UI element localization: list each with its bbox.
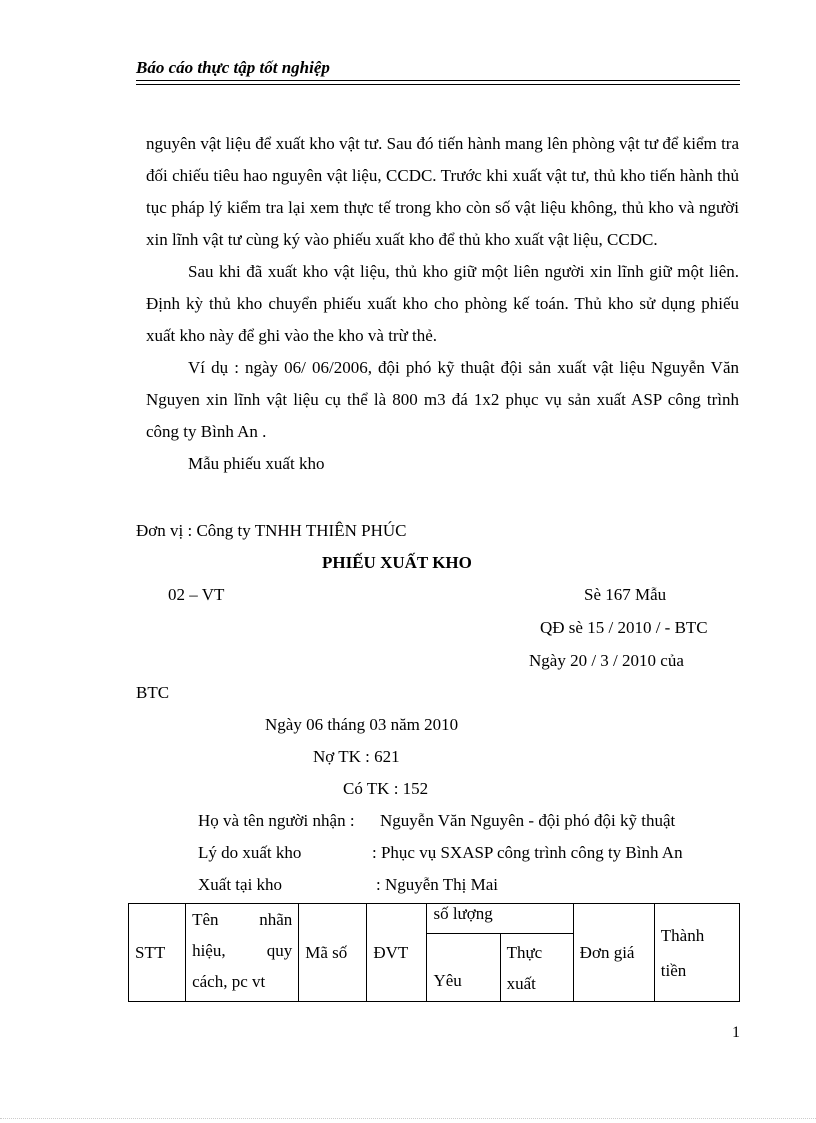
warehouse-value: : Nguyễn Thị Mai [376,875,498,894]
form-code: 02 – VT [168,585,225,604]
receiver-value: Nguyễn Văn Nguyên - đội phó đội kỹ thuật [380,811,676,830]
header-amount [654,904,739,1002]
header-qty-actual-1: Thực [506,942,543,962]
page-separator [0,1118,816,1119]
form-ref-4: BTC [136,683,170,702]
reason-label: Lý do xuất kho [198,843,302,862]
header-code: Mã số [299,904,367,1002]
header-amount-1: Thành [660,925,705,945]
unit-line: Đơn vị : Công ty TNHH THIÊN PHÚC [136,521,407,540]
debit-account: Nợ TK : 621 [313,747,400,766]
header-rule-thin [136,84,740,85]
paragraph-4: Mẫu phiếu xuất kho [188,454,325,473]
page-number: 1 [732,1024,740,1041]
header-name-1b: nhãn [259,910,293,929]
header-unit: ĐVT [367,904,427,1002]
header-amount-2: tiền [660,960,687,980]
paragraph-3: Ví dụ : ngày 06/ 06/2006, đội phó kỹ thuật đội sản xuất vật liệu Nguyễn Văn Nguyen xin lĩnh vật liệu cụ thể là 800 m3 đá 1x2 phục vụ sản xuất ASP công trình công ty Bình An . [146,358,739,441]
form-title: PHIẾU XUẤT KHO [322,553,472,572]
form-date: Ngày 06 tháng 03 năm 2010 [265,715,459,734]
receiver-label: Họ và tên người nhận : [198,811,355,830]
header-name [186,904,299,1002]
form-ref-1: Sè 167 Mẫu [584,585,667,604]
header-name-3: cách, pc vt [192,972,266,991]
form-ref-2: QĐ sè 15 / 2010 / - BTC [540,618,708,637]
form-ref-3: Ngày 20 / 3 / 2010 của [529,651,684,670]
header-name-1a: Tên [192,910,219,929]
header-quantity: số lượng [427,904,573,934]
header-stt: STT [129,904,186,1002]
credit-account: Có TK : 152 [343,779,429,798]
header-rule-thick [136,80,740,81]
issue-table [128,903,740,1002]
body-text [146,128,739,480]
paragraph-2: Sau khi đã xuất kho vật liệu, thủ kho giữ một liên người xin lĩnh giữ một liên. Định kỳ thủ kho chuyển phiếu xuất kho cho phòng kế toán. Thủ kho sử dụng phiếu xuất kho này để ghi vào the kho và trừ thẻ. [146,262,739,345]
paragraph-1: nguyên vật liệu để xuất kho vật tư. Sau đó tiến hành mang lên phòng vật tư để kiểm tra đối chiếu tiêu hao nguyên vật liệu, CCDC. Trước khi xuất vật tư, thủ kho tiến hành thủ tục pháp lý kiểm tra lại xem thực tế trong kho còn số vật liệu không, thủ kho và người xin lĩnh vật tư cùng ký vào phiếu xuất kho để thủ kho xuất vật liệu, CCDC. [146,134,739,249]
reason-value: : Phục vụ SXASP công trình công ty Bình An [372,843,683,862]
warehouse-label: Xuất tại kho [198,875,283,894]
header-qty-requested: Yêu [427,934,500,1002]
document-header: Báo cáo thực tập tốt nghiệp [136,58,330,77]
header-price: Đơn giá [573,904,654,1002]
header-name-2a: hiệu, [192,941,226,960]
header-qty-actual-2: xuất [506,973,536,993]
header-qty-actual [500,934,573,1002]
header-name-2b: quy [266,941,293,960]
